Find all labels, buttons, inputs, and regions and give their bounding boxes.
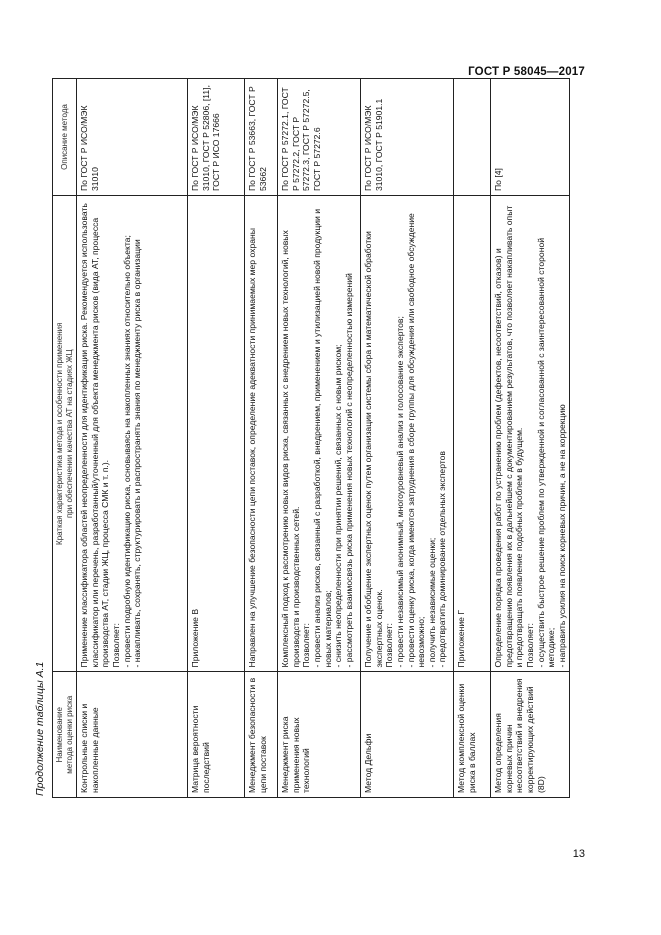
method-name-cell: Метод Дельфи	[361, 672, 454, 798]
table-row	[454, 79, 491, 798]
column-header-characteristics: Краткая характеристика метода и особенности применения при обеспечении качества АТ на стадиях ЖЦ	[53, 196, 77, 672]
method-characteristics-cell: Применение классификатора областей неопределенности для идентификации риска. Рекомендуется использовать классификатор или перечень, разработанный/уточненный для объекта менеджмента рисков (вида АТ, процесса производства АТ, стадии ЖЦ, процесса СМК и т. п.). Позволяет: - провести подробную идентификацию риска, основываясь на накопленных знаниях относительно объекта; - накапливать, сохранять, структурировать и распространять знания по менеджменту риска в организации	[77, 196, 188, 672]
risk-methods-table	[52, 78, 570, 798]
method-reference-cell: По ГОСТ Р ИСО/МЭК 31010, ГОСТ Р 51901.1	[361, 79, 454, 196]
method-name-cell: Менеджмент безопасности в цепи поставок	[245, 672, 278, 798]
method-reference-cell: По ГОСТ Р ИСО/МЭК 31010, ГОСТ Р 52806, [11], ГОСТ Р ИСО 17666	[188, 79, 245, 196]
table-row	[188, 79, 245, 798]
method-name-cell: Метод комплексной оценки риска в баллах	[454, 672, 491, 798]
method-characteristics-cell: Комплексный подход к рассмотрению новых видов риска, связанных с внедрением новых технологий, новых производств и производственных сетей. Позволяет: - провести анализ рисков, связанный с разработкой, внедрением, применением и утилизацией новой продукции и новых материалов; - снизить неопределенности при принятии решений, связанных с новым риском; - рассмотреть взаимосвязь риска применения новых технологий с неопределенностью измерений	[278, 196, 361, 672]
method-characteristics-cell: Направлен на улучшение безопасности цепи поставок, определение адекватности принимаемых мер охраны	[245, 196, 278, 672]
column-header-method-name: Наименование метода оценки риска	[53, 672, 77, 798]
method-characteristics-cell: Определение порядка проведения работ по устранению проблем (дефектов, несоответствий, отказов) и предотвращению появления их в дальнейшем с документированием результатов, что позволяет накапливать опыт и предотвращать появление подобных проблем в будущем. Позволяет: - осуществить быстрое решение проблем по утвержденной и согласованной с заинтересованной стороной методике; - направить усилия на поиск корневых причин, а не на коррекцию	[491, 196, 570, 672]
method-reference-cell: По ГОСТ Р 53663, ГОСТ Р 53662	[245, 79, 278, 196]
method-characteristics-cell: Приложение В	[188, 196, 245, 672]
table-continuation-label: Продолжение таблицы А.1	[34, 661, 46, 796]
method-reference-cell: По ГОСТ Р ИСО/МЭК 31010	[77, 79, 188, 196]
method-reference-cell	[454, 79, 491, 196]
method-reference-cell: По ГОСТ Р 57272.1, ГОСТ Р 57272.2, ГОСТ Р 57272.3, ГОСТ Р 57272.5, ГОСТ Р 57272.6	[278, 79, 361, 196]
table-row	[245, 79, 278, 798]
table-row	[491, 79, 570, 798]
rotated-table-block	[30, 78, 567, 798]
table-header-row	[53, 79, 77, 798]
method-name-cell: Метод определения корневых причин несоответствий и внедрения корректирующих действий (8D)	[491, 672, 570, 798]
standard-number: ГОСТ Р 58045—2017	[468, 66, 585, 78]
method-characteristics-cell: Приложение Г	[454, 196, 491, 672]
method-characteristics-cell: Получение и обобщение экспертных оценок путем организации системы сбора и математической обработки экспертных оценок. Позволяет: - провести независимый анонимный, многоуровневый анализ и голосование экспертов; - провести оценку риска, когда имеются затруднения в сборе группы для обсуждения или свободное обсуждение невозможно; - получить независимые оценки; - предотвратить доминирование отдельных экспертов	[361, 196, 454, 672]
method-reference-cell: По [4]	[491, 79, 570, 196]
table-row	[278, 79, 361, 798]
page-number: 13	[572, 848, 585, 860]
table-row	[77, 79, 188, 798]
column-header-description: Описание метода	[53, 79, 77, 196]
method-name-cell: Контрольные списки и накопленные данные	[77, 672, 188, 798]
table-row	[361, 79, 454, 798]
method-name-cell: Менеджмент риска применения новых технологий	[278, 672, 361, 798]
method-name-cell: Матрица вероятности последствий	[188, 672, 245, 798]
